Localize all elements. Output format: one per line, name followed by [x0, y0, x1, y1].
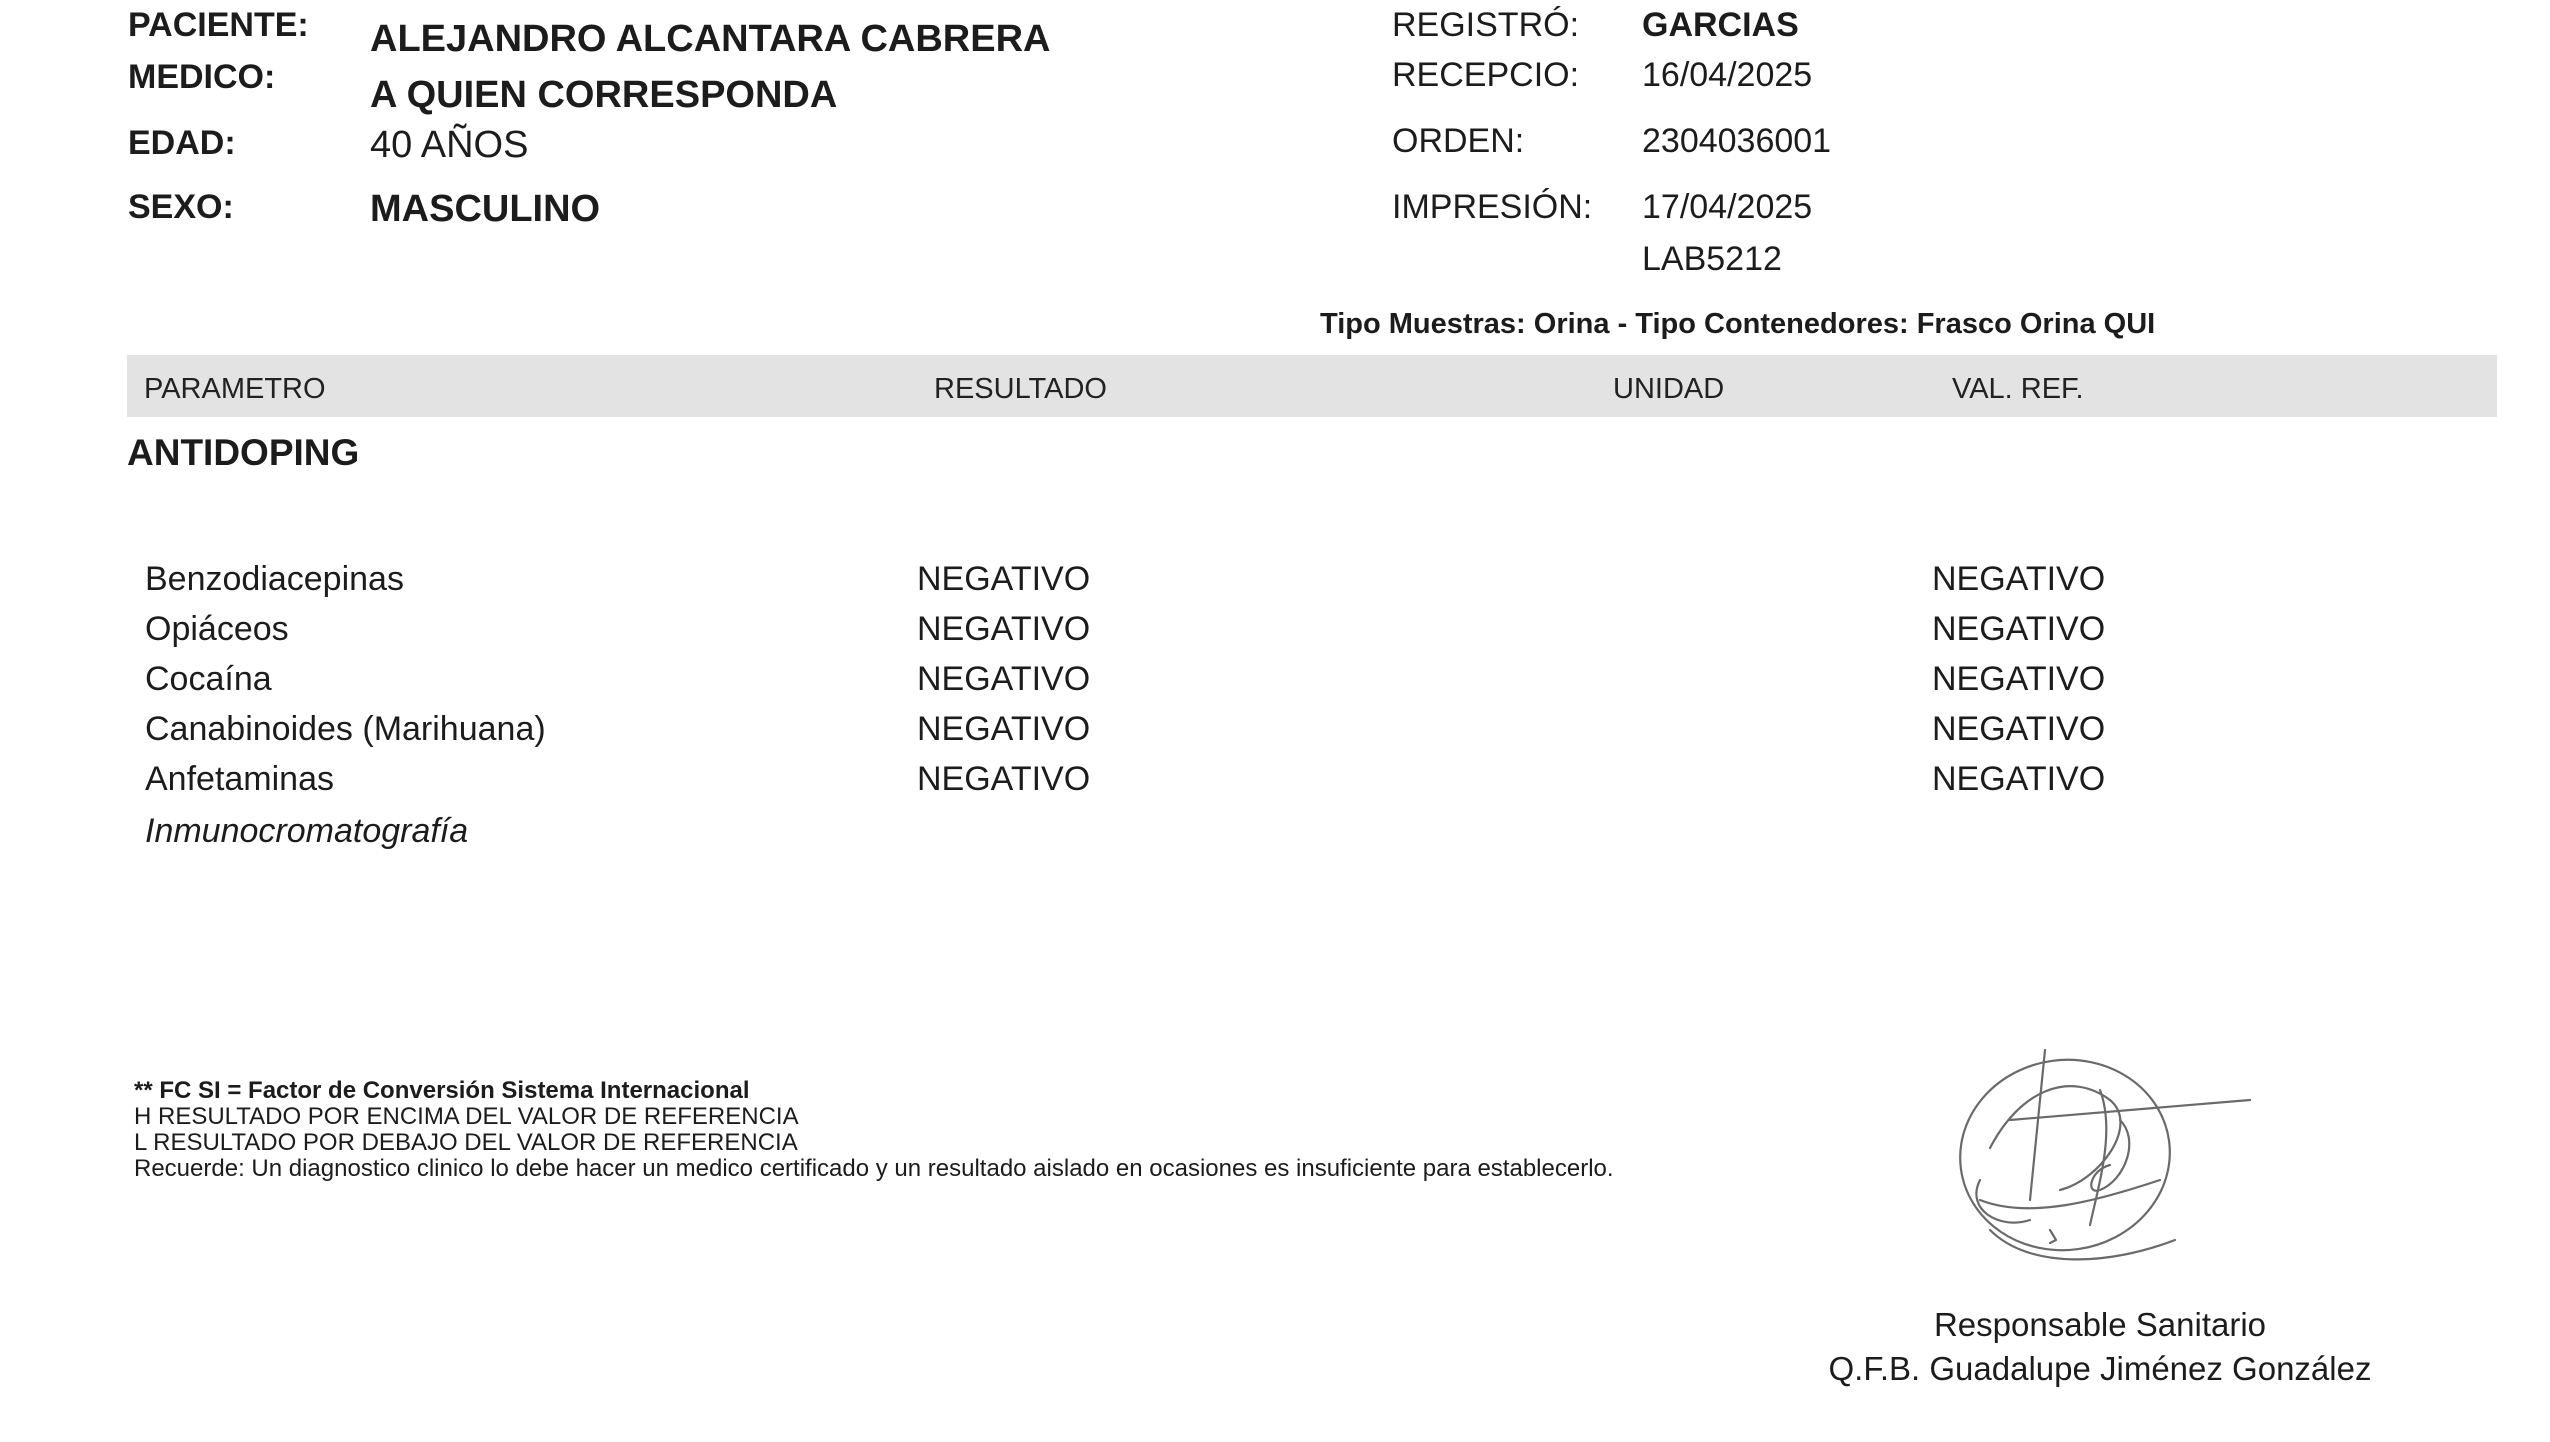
table-row — [0, 560, 2550, 610]
method-note: Inmunocromatografía — [145, 812, 469, 850]
sexo-label: SEXO: — [128, 188, 234, 226]
impresion-value: 17/04/2025 — [1642, 188, 1813, 226]
high-result-note: H RESULTADO POR ENCIMA DEL VALOR DE REFERENCIA — [134, 1103, 799, 1130]
table-row — [0, 660, 2550, 710]
reference-value: NEGATIVO — [1932, 760, 2106, 798]
table-row — [0, 610, 2550, 660]
section-title: ANTIDOPING — [127, 432, 360, 473]
reference-value: NEGATIVO — [1932, 610, 2106, 648]
param-name: Opiáceos — [145, 610, 289, 648]
recepcion-label: RECEPCIO: — [1392, 56, 1580, 94]
lab-code: LAB5212 — [1642, 240, 1782, 278]
header-unidad: UNIDAD — [1613, 373, 1725, 405]
low-result-note: L RESULTADO POR DEBAJO DEL VALOR DE REFERENCIA — [134, 1129, 798, 1156]
sexo-value: MASCULINO — [370, 188, 601, 230]
header-parametro: PARAMETRO — [144, 373, 326, 405]
param-name: Anfetaminas — [145, 760, 334, 798]
recepcion-value: 16/04/2025 — [1642, 56, 1813, 94]
result-value: NEGATIVO — [917, 560, 1091, 598]
signature-name: Q.F.B. Guadalupe Jiménez González — [1828, 1350, 2372, 1387]
reference-value: NEGATIVO — [1932, 560, 2106, 598]
orden-value: 2304036001 — [1642, 122, 1832, 160]
edad-label: EDAD: — [128, 124, 236, 162]
paciente-value: ALEJANDRO ALCANTARA CABRERA — [370, 18, 1051, 60]
footer-notes — [134, 1078, 1614, 1182]
result-value: NEGATIVO — [917, 610, 1091, 648]
registro-label: REGISTRÓ: — [1392, 6, 1580, 44]
sample-info: Tipo Muestras: Orina - Tipo Contenedores: Frasco Orina QUI — [1320, 308, 2156, 340]
orden-label: ORDEN: — [1392, 122, 1525, 160]
medico-value: A QUIEN CORRESPONDA — [370, 74, 838, 116]
result-value: NEGATIVO — [917, 760, 1091, 798]
impresion-label: IMPRESIÓN: — [1392, 188, 1593, 226]
medico-label: MEDICO: — [128, 58, 276, 96]
param-name: Benzodiacepinas — [145, 560, 404, 598]
reminder-note: Recuerde: Un diagnostico clinico lo debe hacer un medico certificado y un resultado aislado en ocasiones es insuficiente para establecerlo. — [134, 1155, 1614, 1182]
results-table-header — [127, 355, 2497, 417]
fc-si-note: ** FC SI = Factor de Conversión Sistema Internacional — [134, 1077, 750, 1104]
signature-role: Responsable Sanitario — [1933, 1306, 2267, 1343]
table-row — [0, 760, 2550, 810]
param-name: Canabinoides (Marihuana) — [145, 710, 546, 748]
result-value: NEGATIVO — [917, 710, 1091, 748]
reference-value: NEGATIVO — [1932, 710, 2106, 748]
paciente-label: PACIENTE: — [128, 6, 309, 44]
reference-value: NEGATIVO — [1932, 660, 2106, 698]
registro-value: GARCIAS — [1642, 6, 1799, 44]
header-resultado: RESULTADO — [934, 373, 1107, 405]
table-row — [0, 710, 2550, 760]
header-val-ref: VAL. REF. — [1952, 373, 2084, 405]
signature-icon — [1950, 1030, 2270, 1280]
result-value: NEGATIVO — [917, 660, 1091, 698]
edad-value: 40 AÑOS — [370, 124, 529, 166]
param-name: Cocaína — [145, 660, 272, 698]
